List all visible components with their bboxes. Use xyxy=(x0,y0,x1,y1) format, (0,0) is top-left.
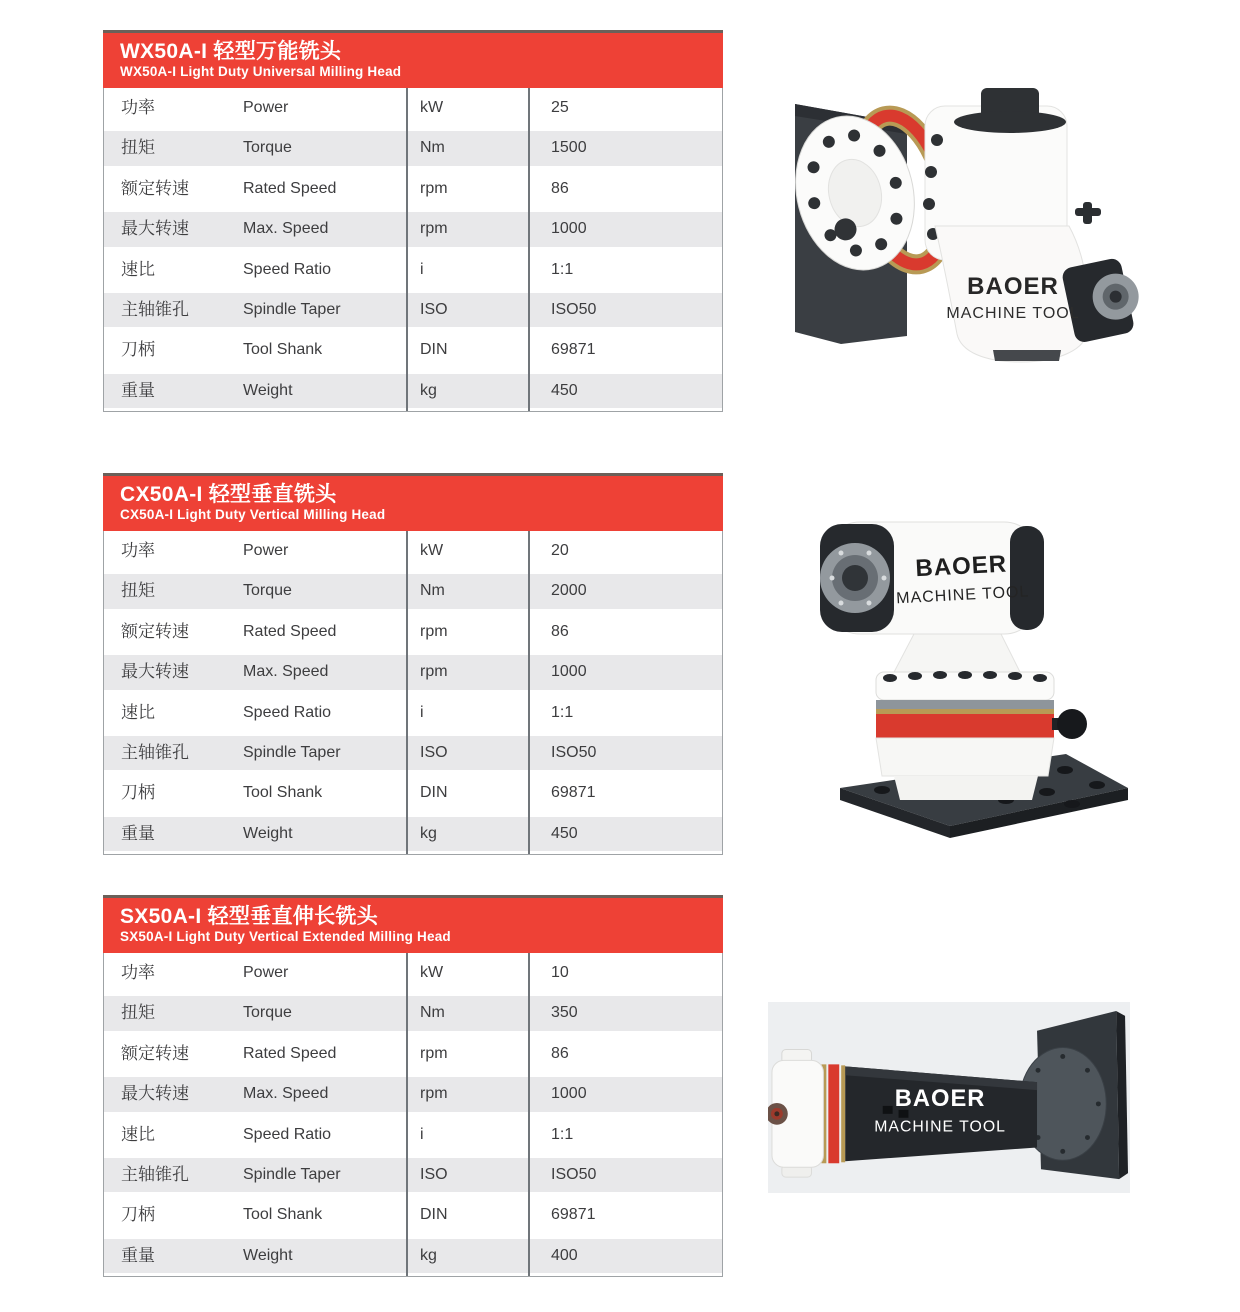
spec-label-en: Torque xyxy=(243,582,292,600)
spec-label-zh: 重量 xyxy=(121,380,155,400)
spec-unit: Nm xyxy=(420,582,445,600)
milling-head xyxy=(768,1050,823,1178)
spec-row xyxy=(104,814,722,854)
spec-row xyxy=(104,652,722,692)
spec-label-en: Tool Shank xyxy=(243,784,323,802)
spec-value: ISO50 xyxy=(551,743,597,761)
extended-milling-head-illustration xyxy=(768,1002,1130,1193)
spec-label-en: Spindle Taper xyxy=(243,1165,341,1183)
spec-row xyxy=(104,290,722,330)
spec-label-zh: 额定转速 xyxy=(121,621,189,641)
spec-row xyxy=(104,1074,722,1114)
spec-value: ISO50 xyxy=(551,300,597,318)
spec-value: 1000 xyxy=(551,1085,587,1103)
spec-label-en: Tool Shank xyxy=(243,1206,323,1224)
spec-unit: Nm xyxy=(420,1004,445,1022)
spec-unit: i xyxy=(420,260,424,278)
spec-label-zh: 最大转速 xyxy=(121,662,189,682)
spec-label-en: Spindle Taper xyxy=(243,743,341,761)
spec-unit: DIN xyxy=(420,784,448,802)
spec-row xyxy=(104,531,722,571)
spec-unit: rpm xyxy=(420,179,448,197)
spec-value: 25 xyxy=(551,99,569,116)
spec-value: 1:1 xyxy=(551,703,574,721)
spec-value: 69871 xyxy=(551,784,596,802)
spec-row xyxy=(104,612,722,652)
table-header xyxy=(103,473,723,531)
spec-label-zh: 速比 xyxy=(121,259,155,279)
spec-value: 450 xyxy=(551,381,578,399)
spec-label-zh: 刀柄 xyxy=(121,1205,155,1225)
spec-label-zh: 速比 xyxy=(121,1124,155,1144)
product-photo-extended-milling-head xyxy=(768,1002,1130,1193)
spec-label-zh: 扭矩 xyxy=(121,1003,155,1023)
spec-label-en: Rated Speed xyxy=(243,622,337,640)
spec-label-zh: 刀柄 xyxy=(121,340,155,360)
spec-label-en: Speed Ratio xyxy=(243,703,332,721)
spec-row xyxy=(104,1195,722,1235)
spec-value: 1500 xyxy=(551,139,587,157)
spec-label-zh: 扭矩 xyxy=(121,138,155,158)
spec-unit: rpm xyxy=(420,220,448,238)
product-photo-vertical-milling-head xyxy=(810,508,1140,838)
spec-unit: i xyxy=(420,703,424,721)
spec-value: 2000 xyxy=(551,582,587,600)
spec-row xyxy=(104,571,722,611)
spec-unit: kW xyxy=(420,964,444,981)
universal-milling-head-illustration xyxy=(785,78,1140,393)
spec-value: ISO50 xyxy=(551,1165,597,1183)
brand-text-line2: MACHINE TOOL xyxy=(895,583,1030,608)
spec-unit: rpm xyxy=(420,622,448,640)
spec-label-en: Weight xyxy=(243,824,293,842)
extension-cylinder xyxy=(845,1066,1037,1161)
spec-unit: DIN xyxy=(420,341,448,359)
spec-unit: Nm xyxy=(420,139,445,157)
spec-row xyxy=(104,1034,722,1074)
red-ring xyxy=(828,1064,839,1163)
spec-unit: kW xyxy=(420,99,444,116)
spec-label-zh: 重量 xyxy=(121,1245,155,1265)
spec-value: 350 xyxy=(551,1004,578,1022)
spec-label-zh: 功率 xyxy=(121,963,155,982)
product-subtitle-en: SX50A-I Light Duty Vertical Extended Milling Head xyxy=(120,929,451,945)
spec-label-en: Max. Speed xyxy=(243,220,329,238)
spec-row xyxy=(104,1155,722,1195)
spec-value: 400 xyxy=(551,1246,578,1264)
spec-unit: ISO xyxy=(420,743,448,761)
spec-row xyxy=(104,128,722,168)
spec-label-en: Weight xyxy=(243,1246,293,1264)
product-photo-universal-milling-head xyxy=(785,78,1140,393)
brand-text-line2: MACHINE TOOL xyxy=(874,1118,1006,1136)
brand-text-line1: BAOER xyxy=(967,273,1059,300)
spec-label-en: Speed Ratio xyxy=(243,260,332,278)
table-body xyxy=(103,953,723,1277)
spec-label-en: Rated Speed xyxy=(243,179,337,197)
spec-row xyxy=(104,993,722,1033)
table-header xyxy=(103,30,723,88)
spec-unit: rpm xyxy=(420,663,448,681)
spec-row xyxy=(104,773,722,813)
gold-ring xyxy=(841,1065,845,1162)
spec-row xyxy=(104,693,722,733)
gold-band xyxy=(876,709,1054,714)
spec-value: 86 xyxy=(551,1044,569,1062)
spec-value: 1000 xyxy=(551,220,587,238)
product-subtitle-en: CX50A-I Light Duty Vertical Milling Head xyxy=(120,507,386,523)
table-body xyxy=(103,531,723,855)
spec-unit: ISO xyxy=(420,1165,448,1183)
spec-row xyxy=(104,733,722,773)
spec-label-zh: 额定转速 xyxy=(121,1043,189,1063)
spec-value: 10 xyxy=(551,964,569,981)
spec-row xyxy=(104,953,722,993)
neck xyxy=(892,632,1022,676)
spec-label-zh: 功率 xyxy=(121,98,155,117)
spec-unit: rpm xyxy=(420,1044,448,1062)
spec-unit: DIN xyxy=(420,1206,448,1224)
red-band xyxy=(876,714,1054,738)
spec-label-en: Power xyxy=(243,964,289,981)
spec-unit: kW xyxy=(420,542,444,559)
spec-row xyxy=(104,1236,722,1276)
spec-value: 69871 xyxy=(551,1206,596,1224)
spec-table-cx50a xyxy=(103,473,723,855)
spec-value: 1:1 xyxy=(551,1125,574,1143)
spec-label-zh: 扭矩 xyxy=(121,581,155,601)
spec-table-wx50a xyxy=(103,30,723,412)
spec-label-en: Power xyxy=(243,99,289,116)
brand-text-line1: BAOER xyxy=(914,550,1008,583)
spec-unit: ISO xyxy=(420,300,448,318)
spec-label-en: Tool Shank xyxy=(243,341,323,359)
spec-label-en: Power xyxy=(243,542,289,559)
spec-label-en: Weight xyxy=(243,381,293,399)
spec-label-zh: 额定转速 xyxy=(121,178,189,198)
spec-label-en: Speed Ratio xyxy=(243,1125,332,1143)
spec-label-zh: 主轴锥孔 xyxy=(121,742,189,762)
spec-row xyxy=(104,88,722,128)
spec-row xyxy=(104,1115,722,1155)
spec-label-zh: 刀柄 xyxy=(121,783,155,803)
product-title-zh: CX50A-I 轻型垂直铣头 xyxy=(120,483,337,506)
gray-band xyxy=(876,700,1054,709)
spec-table-sx50a xyxy=(103,895,723,1277)
spec-value: 86 xyxy=(551,622,569,640)
spec-label-zh: 功率 xyxy=(121,541,155,560)
spec-row xyxy=(104,169,722,209)
spec-label-en: Max. Speed xyxy=(243,1085,329,1103)
spec-label-zh: 速比 xyxy=(121,702,155,722)
spec-label-zh: 最大转速 xyxy=(121,1084,189,1104)
spec-label-zh: 主轴锥孔 xyxy=(121,1164,189,1184)
spec-value: 1:1 xyxy=(551,260,574,278)
spec-label-en: Torque xyxy=(243,1004,292,1022)
spec-row xyxy=(104,209,722,249)
spec-unit: kg xyxy=(420,1246,437,1264)
side-knob xyxy=(1057,709,1087,739)
spec-row xyxy=(104,250,722,290)
spec-row xyxy=(104,371,722,411)
product-subtitle-en: WX50A-I Light Duty Universal Milling Head xyxy=(120,64,402,80)
spec-label-en: Spindle Taper xyxy=(243,300,341,318)
product-title-zh: WX50A-I 轻型万能铣头 xyxy=(120,40,342,63)
table-header xyxy=(103,895,723,953)
table-body xyxy=(103,88,723,412)
rear-cap xyxy=(1010,526,1044,630)
spindle-nose xyxy=(820,524,894,632)
spec-label-zh: 重量 xyxy=(121,823,155,843)
product-title-zh: SX50A-I 轻型垂直伸长铣头 xyxy=(120,905,378,928)
spec-label-en: Torque xyxy=(243,139,292,157)
spec-label-zh: 主轴锥孔 xyxy=(121,299,189,319)
spec-value: 450 xyxy=(551,824,578,842)
spec-row xyxy=(104,330,722,370)
brand-text-line2: MACHINE TOOL xyxy=(946,305,1080,322)
vertical-milling-head-illustration xyxy=(810,508,1140,838)
spec-value: 69871 xyxy=(551,341,596,359)
spec-unit: kg xyxy=(420,381,437,399)
spec-label-en: Max. Speed xyxy=(243,663,329,681)
spec-unit: rpm xyxy=(420,1085,448,1103)
spec-value: 1000 xyxy=(551,663,587,681)
spec-value: 20 xyxy=(551,542,569,559)
brand-text-line1: BAOER xyxy=(894,1085,986,1112)
spec-unit: i xyxy=(420,1125,424,1143)
spec-value: 86 xyxy=(551,179,569,197)
spec-unit: kg xyxy=(420,824,437,842)
spec-label-en: Rated Speed xyxy=(243,1044,337,1062)
spec-label-zh: 最大转速 xyxy=(121,219,189,239)
